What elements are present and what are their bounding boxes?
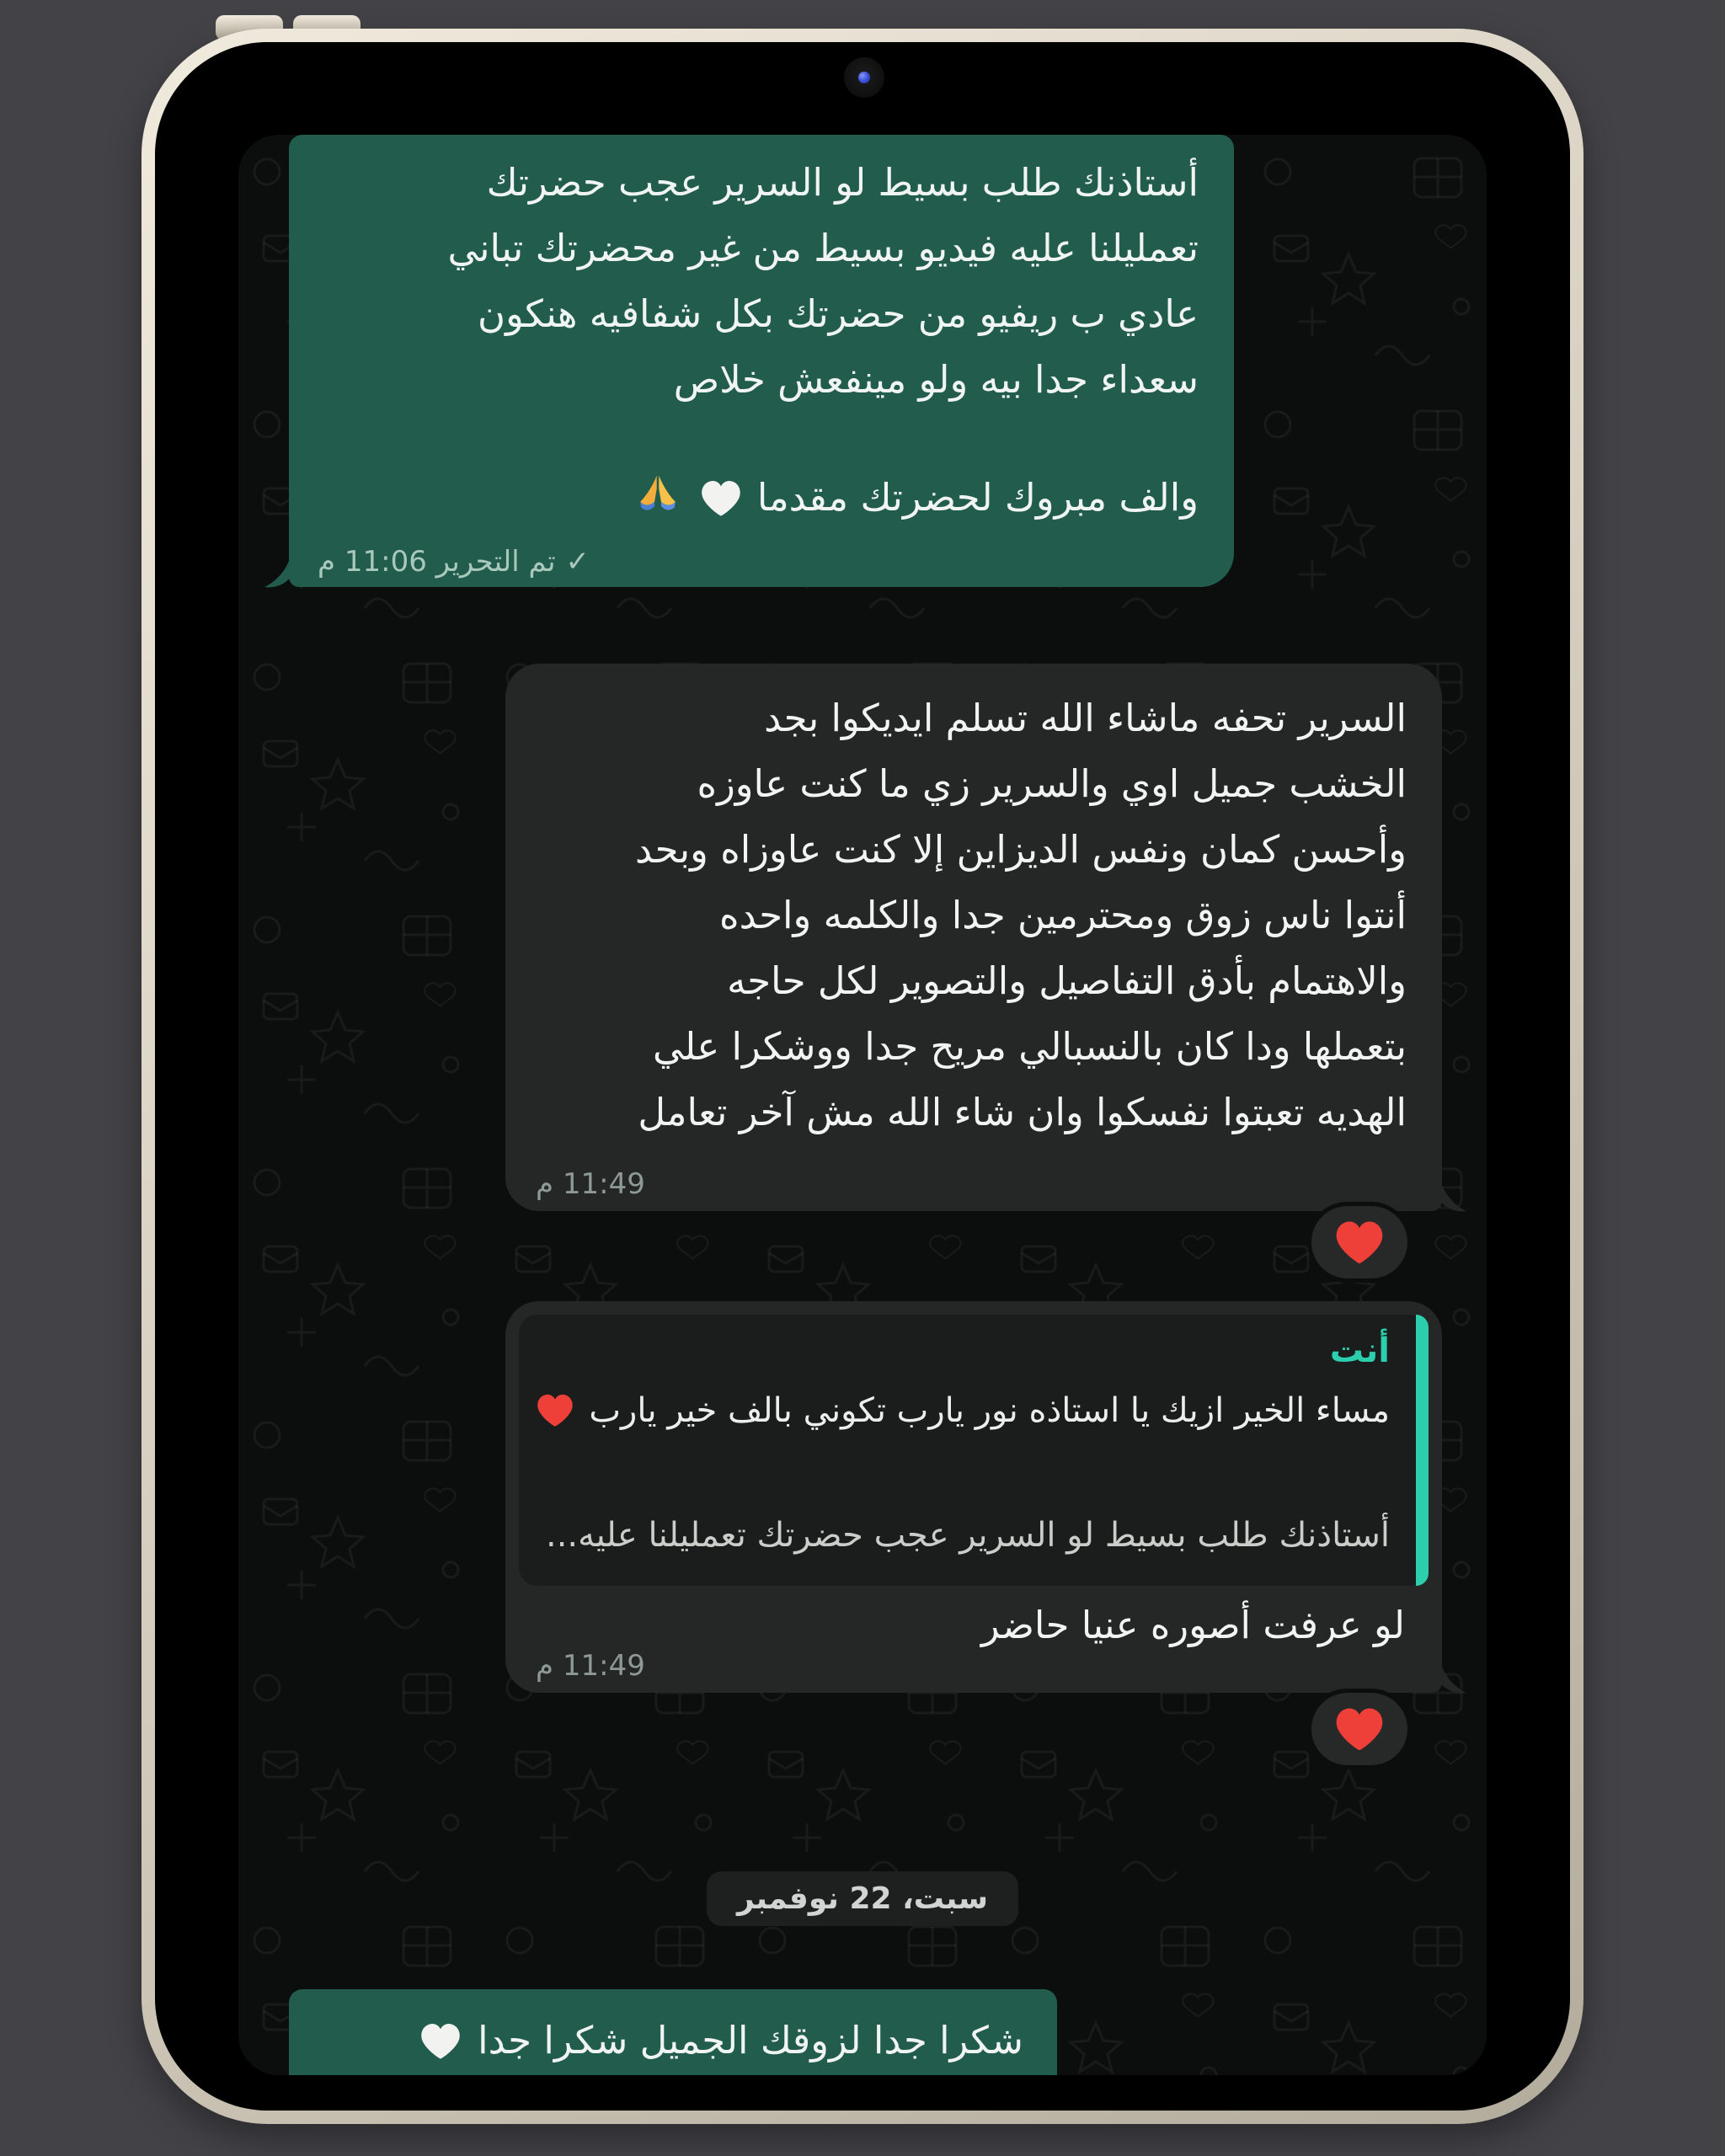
bubble-tail-left — [264, 544, 292, 588]
message-text-line: تعمليلنا عليه فيديو بسيط من غير محضرتك تباني — [447, 226, 1199, 270]
message-text-line: سعداء جدا بيه ولو مينفعش خلاص — [673, 357, 1199, 402]
quoted-message-preview[interactable] — [519, 1315, 1429, 1586]
white-heart-icon — [420, 2022, 461, 2060]
incoming-message-bubble[interactable] — [505, 664, 1442, 1211]
red-heart-icon — [1335, 1219, 1384, 1265]
quote-author-label: أنت — [1329, 1331, 1390, 1370]
folded-hands-icon — [636, 473, 680, 517]
message-reaction-heart[interactable] — [1311, 1206, 1407, 1278]
message-text-line: وأحسن كمان ونفس الديزاين إلا كنت عاوزاه وبحد — [634, 827, 1407, 872]
message-reaction-heart[interactable] — [1311, 1693, 1407, 1765]
message-text-line: السرير تحفه ماشاء الله تسلم ايديكوا بجد — [764, 696, 1407, 740]
message-text-line: الهديه تعبتوا نفسكوا وان شاء الله مش آخر تعامل — [638, 1090, 1407, 1134]
closing-text: والف مبروك لحضرتك مقدما — [756, 475, 1199, 520]
message-text-line: عادي ب ريفيو من حضرتك بكل شفافيه هنكون — [478, 291, 1199, 336]
sent-check-icon: ✓ — [565, 545, 590, 579]
outgoing-message-bubble[interactable] — [289, 135, 1234, 587]
outgoing-message-bubble-partial[interactable] — [289, 1989, 1057, 2075]
edited-time-label: تم التحرير 11:06 م — [318, 545, 556, 579]
red-heart-icon — [537, 1393, 574, 1428]
quote-accent-bar — [1416, 1315, 1429, 1586]
message-text-line: الخشب جميل اوي والسرير زي ما كنت عاوزه — [697, 761, 1407, 806]
red-heart-icon — [1335, 1706, 1384, 1752]
message-text: لو عرفت أصوره عنيا حاضر — [980, 1603, 1405, 1647]
quote-line1-text: مساء الخير ازيك يا استاذه نور يارب تكوني بالف خير يارب — [589, 1391, 1390, 1430]
message-text-line: أستاذنك طلب بسيط لو السرير عجب حضرتك — [486, 160, 1199, 205]
message-status — [318, 545, 590, 579]
camera-lens-icon — [858, 72, 870, 83]
front-camera — [844, 57, 884, 98]
whatsapp-chat-area — [238, 135, 1487, 2075]
message-text: شكرا جدا لزوقك الجميل شكرا جدا — [478, 2018, 1023, 2063]
message-time: 11:49 م — [536, 1649, 645, 1683]
message-text-line: أنتوا ناس زوق ومحترمين جدا والكلمه واحده — [719, 893, 1407, 937]
message-closing-line — [324, 465, 1199, 531]
date-separator: سبت، 22 نوفمبر — [707, 1871, 1018, 1926]
bubble-tail-right — [1439, 1168, 1467, 1212]
incoming-reply-message-bubble[interactable] — [505, 1301, 1442, 1693]
bubble-tail-right — [1439, 1650, 1467, 1694]
quote-text-line — [547, 1385, 1390, 1436]
message-text-line: والاهتمام بأدق التفاصيل والتصوير لكل حاجه — [727, 958, 1407, 1003]
white-heart-icon — [701, 479, 741, 517]
message-time: 11:49 م — [536, 1167, 645, 1201]
quote-line2-text: أستاذنك طلب بسيط لو السرير عجب حضرتك تعمليلنا عليه... — [545, 1516, 1390, 1555]
message-text-line: بتعملها ودا كان بالنسبالي مريح جدا ووشكرا علي — [653, 1024, 1407, 1069]
message-text-line — [323, 2008, 1023, 2073]
